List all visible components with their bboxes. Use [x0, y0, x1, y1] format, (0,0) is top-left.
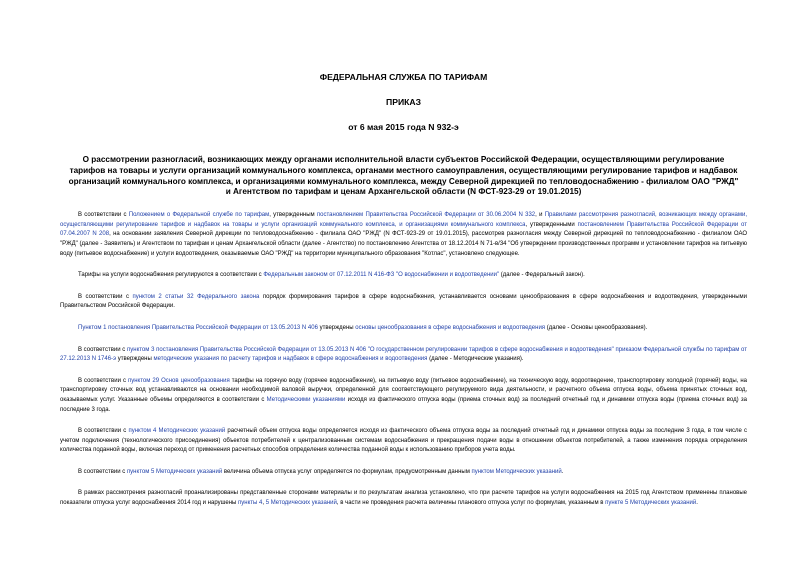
paragraph-text: расчетный объем отпуска воды определяется исходя из фактического объема отпуска воды за последний отчетный год и динамики отпуска воды за последние 3 года, в том числе с учетом подключения (технологического присоединения) объектов потребителей к централизованным системам водоснабжения и прекращения подачи воды в отношении объектов потребителей, а также изменения порядка определения количества поданной воды, включая переход от применения расчетных способов определения количества поданной воды к использованию приборов учета воды. [60, 428, 748, 454]
paragraph-pricing-basics [60, 324, 747, 334]
paragraph-text: В соответствии с [78, 212, 129, 219]
paragraph-text: величина объема отпуска услуг определяется по формулам, предусмотренным данным [222, 468, 472, 475]
paragraph-text: , [262, 500, 266, 507]
title-line: тарифов на товары и услуги организаций коммунального комплекса, органами местного самоуправления, осуществляющими регулирование тарифов и надбавок [69, 165, 738, 175]
paragraph-point-29 [60, 377, 747, 415]
paragraph-point-4 [60, 427, 747, 456]
paragraph-article-32 [60, 293, 747, 312]
paragraph-text: порядок формирования тарифов в сфере водоснабжения, устанавливается основами ценообразования в сфере водоснабжения и водоотведения, утвержденными Правительством Российской Федерации. [60, 293, 748, 310]
title-line: О рассмотрении разногласий, возникающих между органами исполнительной власти субъектов Российской Федерации, осуществляющими регулирование [82, 155, 725, 164]
link-point-methodical[interactable]: пунктом Методических указаний [471, 468, 562, 475]
link-point-4[interactable]: пунктом 4 Методических указаний [128, 428, 226, 435]
link-point-5-methodical[interactable]: 5 Методических указаний [265, 500, 337, 507]
link-point-5-methodical-end[interactable]: пункте 5 Методических указаний [605, 500, 697, 507]
paragraph-text: , на основании заявления Северной дирекции по тепловодоснабжению - филиала ОАО "РЖД" (N ФСТ-923-29 от 19.01.2015), рассмотрев разногласия между Северной дирекцией по тепловодоснабжению - филиалом ОАО "РЖД" (далее - Заявитель) и Агентством по тарифам и ценам Архангельской области (далее - Агентство) по постановлению Агентства от 18.12.2014 N 71-в/34 "Об утверждении производственных программ и установлении тарифов на питьевую воду (питьевое водоснабжение) и услуги водоотведения, оказываемые ОАО "РЖД" на территории муниципального образования "Котлас", установлено следующее. [60, 231, 747, 257]
paragraph-text: В рамках рассмотрения разногласий проанализированы представленные сторонами материалы и по результатам анализа установлено, что при расчете тарифов на услуги водоснабжения на 2015 год Агентством применены плановые показатели отпуска услуг водоснабжения 2014 год и нарушены [60, 490, 747, 507]
link-article-32[interactable]: пунктом 2 статьи 32 Федерального закона [132, 293, 260, 300]
paragraph-text: , утвержденным [269, 212, 317, 219]
paragraph-text: В соответствии с [78, 468, 127, 475]
paragraph-text: утверждены [116, 356, 154, 363]
paragraph-text: (далее - Основы ценообразования). [545, 324, 648, 331]
paragraph-text: утверждены [317, 324, 356, 331]
link-pricing-basics[interactable]: основы ценообразования в сфере водоснабжения и водоотведения [355, 324, 546, 331]
link-methodical-instructions[interactable]: методические указания по расчету тарифов и надбавок в сфере водоснабжения и водоотведения [153, 356, 428, 363]
link-point-29[interactable]: пунктом 29 Основ ценообразования [127, 377, 230, 384]
link-resolution-406-p1[interactable]: Пунктом 1 постановления Правительства Российской Федерации от 13.05.2013 N 406 [78, 324, 318, 331]
link-fst-regulation[interactable]: Положением о Федеральной службе по тарифам [128, 212, 270, 219]
paragraph-text: тарифы на горячую воду (горячее водоснабжение), на питьевую воду (питьевое водоснабжение), на техническую воду, водоотведение, транспортировку холодной (горячей) воды, на транспортировку сточных вод устанавливаются на основании необходимой валовой выручки, определенной для соответствующего регулируемого вида деятельности, и расчетного объема отпуска воды, объема принятых сточных вод, оказываемых услуг. Указанные объемы определяются в соответствии с [60, 377, 747, 403]
link-point-5[interactable]: пунктом 5 Методических указаний [126, 468, 223, 475]
paragraph-point-5 [60, 468, 747, 478]
paragraph-text: В соответствии с [78, 346, 127, 353]
paragraph-text: (далее - Методические указания). [427, 356, 524, 363]
paragraph-text: В соответствии с [78, 377, 128, 384]
paragraph-text: В соответствии с [78, 428, 129, 435]
paragraph-text: , и [535, 212, 545, 219]
link-order-1746[interactable]: приказом Федеральной службы по тарифам от 27.12.2013 N 1746-э [60, 346, 747, 363]
link-points-4[interactable]: пункты 4 [238, 500, 263, 507]
link-disagreement-rules[interactable]: Правилами рассмотрения разногласий, возникающих между органами, осуществляющими регулирование тарифов и надбавок на товары и услуги организаций коммунального комплекса, и организациями коммунального комплекса [60, 212, 747, 228]
paragraph-text: . [696, 500, 698, 507]
title-line: и Агентством по тарифам и ценам Архангельской области (N ФСТ-923-29 от 19.01.2015) [225, 187, 582, 197]
paragraph-federal-law [60, 271, 747, 281]
paragraph-text: . [561, 468, 564, 475]
paragraph-text: , в части не проведения расчета величины планового отпуска услуг по формулам, указанным в [336, 500, 606, 507]
document-date-heading: от 6 мая 2015 года N 932-э [348, 122, 459, 132]
paragraph-legal-basis [60, 211, 747, 259]
paragraph-text: , утвержденными [525, 221, 578, 228]
paragraph-text: (далее - Федеральный закон). [499, 272, 585, 279]
title-line: организаций коммунального комплекса, и организациями коммунального комплекса, между Северной дирекцией по тепловодоснабжению - филиалом ОАО "РЖД" [68, 176, 739, 186]
paragraph-text: исходя из фактического отпуска воды (приема сточных вод) за последний отчетный год и динамики отпуска воды (приема сточных вод) за последние 3 года. [60, 396, 747, 413]
agency-heading: ФЕДЕРАЛЬНАЯ СЛУЖБА ПО ТАРИФАМ [319, 72, 488, 82]
link-federal-law-416[interactable]: Федеральным законом от 07.12.2011 N 416-ФЗ "О водоснабжении и водоотведении" [263, 272, 500, 279]
paragraph-methodical-instructions [60, 346, 747, 365]
link-resolution-332[interactable]: постановлением Правительства Российской Федерации от 30.06.2004 N 332 [316, 212, 536, 219]
link-methodical-instructions-ref[interactable]: Методическими указаниями [266, 396, 346, 403]
document-type-heading: ПРИКАЗ [386, 97, 421, 107]
paragraph-text: Тарифы на услуги водоснабжения регулируются в соответствии с [78, 272, 264, 279]
paragraph-findings [60, 489, 747, 508]
document-title [60, 155, 747, 198]
link-resolution-208[interactable]: постановлением Правительства Российской Федерации от 07.04.2007 N 208 [60, 221, 747, 238]
link-resolution-406-p3[interactable]: пунктом 3 постановления Правительства Российской Федерации от 13.05.2013 N 406 "О государственном регулировании тарифов в сфере водоснабжения и водоотведения" [127, 346, 614, 353]
paragraph-text: В соответствии с [78, 293, 133, 300]
